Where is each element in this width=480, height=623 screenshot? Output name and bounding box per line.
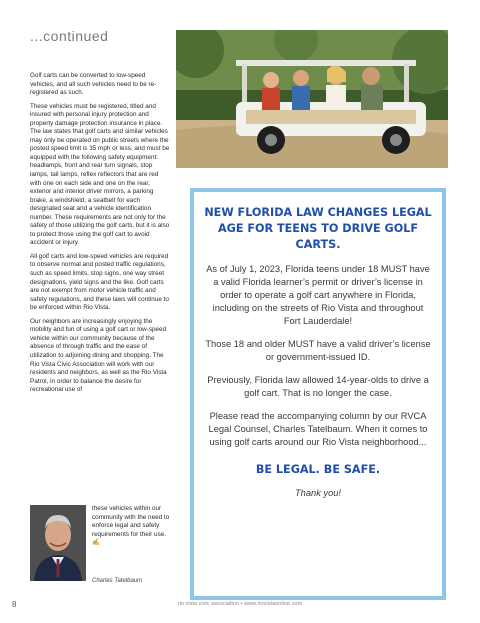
callout-paragraph: As of July 1, 2023, Florida teens under 18 MUST have a valid Florida learner’s permit or driver’s license in order to operate a golf cart anywhere in Florida, including on the streets of Rio Vista and throughout Fort Lauderdale!	[206, 264, 430, 326]
author-portrait	[30, 505, 86, 581]
article-column	[30, 72, 170, 400]
article-paragraph: Golf carts can be converted to low-speed vehicles, and all such vehicles need to be re-registered as such.	[30, 72, 157, 97]
callout-headline: NEW FLORIDA LAW CHANGES LEGAL AGE FOR TEENS TO DRIVE GOLF CARTS.	[204, 206, 432, 251]
callout-thanks: Thank you!	[295, 488, 341, 498]
golf-cart-law-callout	[190, 188, 446, 600]
article-paragraph: All golf carts and low-speed vehicles are required to observe normal and posted traffic regulations, such as speed limits, stop signs, one way street designations, yield signs and the like. Golf carts are not exempt from motor vehicle traffic and safety regulations, and these laws will continue to be enforced within Rio Vista.	[30, 252, 169, 312]
continuation-text: these vehicles within our community with the need to enforce legal and safety requirements for their use.	[92, 505, 170, 538]
callout-paragraph: Please read the accompanying column by our RVCA Legal Counsel, Charles Tatelbaum. When it comes to using golf carts around our Rio Vista neighborhood...	[208, 411, 428, 447]
article-paragraph: Our neighbors are increasingly enjoying the mobility and fun of using a golf cart or low-speed vehicle within our community because of the absence of through traffic and the ease of utilization to adjoining dining and shopping. The Rio Vista Civic Association will work with our residents and neighbors, as well as the Rio Vista Patrol, in order to balance the desire for recreational use of	[30, 317, 167, 394]
callout-slogan: BE LEGAL. BE SAFE.	[255, 463, 381, 476]
callout-paragraph: Previously, Florida law allowed 14-year-olds to drive a golf cart. That is no longer the case.	[207, 375, 429, 398]
callout-paragraph: Those 18 and older MUST have a valid driver’s license or government-issued ID.	[205, 339, 431, 362]
signature-mark-icon: ✍	[92, 539, 100, 547]
portrait-caption: Charles Tatelbaum	[92, 578, 143, 584]
article-continuation	[92, 505, 172, 548]
page-number: 8	[12, 600, 17, 609]
golf-cart-family-photo	[176, 30, 448, 168]
continued-heading: ...continued	[30, 28, 109, 44]
article-paragraph: These vehicles must be registered, titled and insured with personal injury protection and property damage protection insurance in place. The law states that golf carts and similar vehicles may only be operated on public streets where the posted speed limit is 35 mph or less, and must be equipped with the following safety equipment: headlamps, front and rear turn signals, stop lamps, tail lamps, reflex reflectors that are red with one on each side and one on the rear, exterior and interior driver mirrors, a parking brake, a windshield, a seatbelt for each designated seat and a vehicle identification number. These requirements are not only for the safety of those utilizing the golf carts, but it is also to protect those using the golf cart to avoid accident or injury.	[30, 102, 170, 247]
page-footer: rio vista civic association • www.riovistaonline.com	[177, 601, 303, 607]
